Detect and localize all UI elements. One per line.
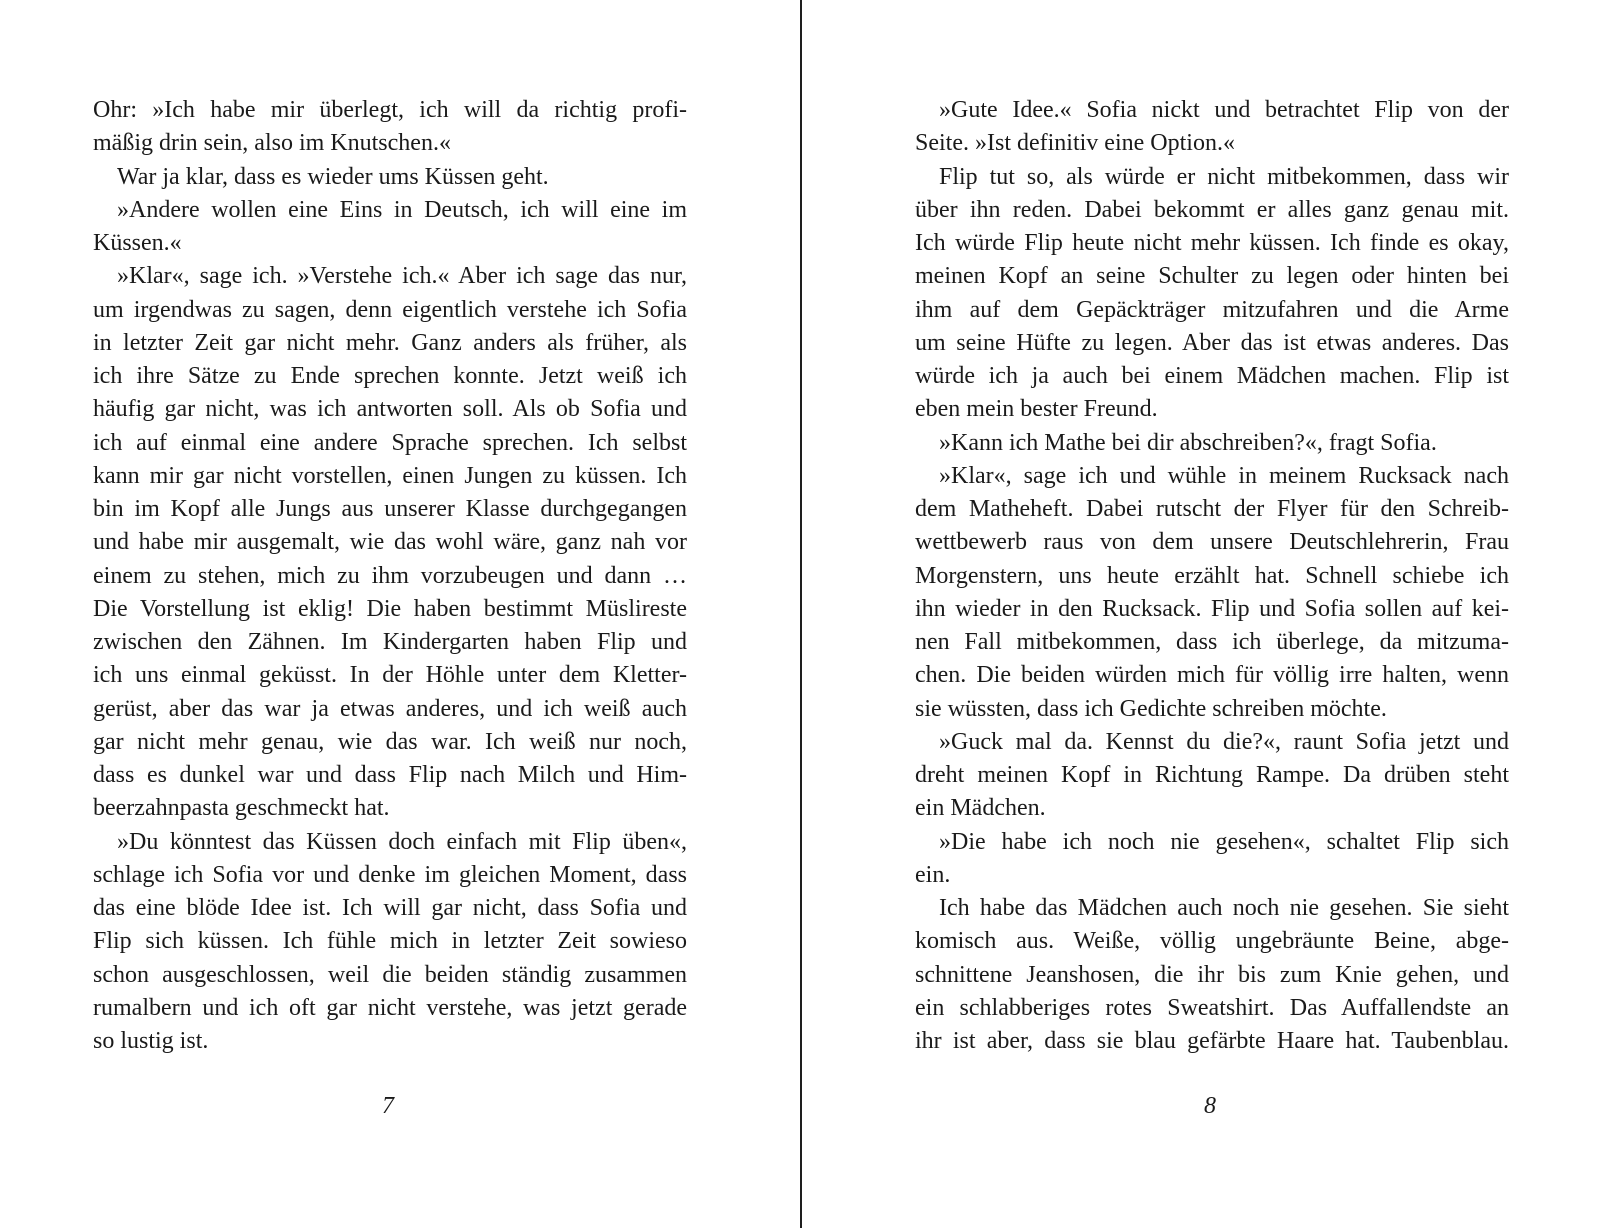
- text-line: schlage ich Sofia vor und denke im gleichen Moment, dass: [93, 861, 687, 888]
- text-line: »Klar«, sage ich und wühle in meinem Rucksack nach: [939, 462, 1509, 489]
- text-line: kann mir gar nicht vorstellen, einen Jungen zu küssen. Ich: [93, 462, 687, 489]
- text-line: »Andere wollen eine Eins in Deutsch, ich will eine im: [117, 196, 687, 223]
- text-line: chen. Die beiden würden mich für völlig irre halten, wenn: [915, 662, 1509, 689]
- text-line: um seine Hüfte zu legen. Aber das ist etwas anderes. Das: [915, 329, 1509, 356]
- text-line: und habe mir ausgemalt, wie das wohl wäre, ganz nah vor: [93, 529, 687, 556]
- text-line: War ja klar, dass es wieder ums Küssen geht.: [117, 163, 549, 190]
- text-line: Die Vorstellung ist eklig! Die haben bestimmt Müslireste: [93, 595, 687, 622]
- text-line: wettbewerb raus von dem unsere Deutschlehrerin, Frau: [915, 529, 1509, 556]
- text-line: dreht meinen Kopf in Richtung Rampe. Da drüben steht: [915, 762, 1509, 788]
- text-line: komisch aus. Weiße, völlig ungebräunte Beine, abge-: [915, 928, 1509, 955]
- text-line: »Gute Idee.« Sofia nickt und betrachtet Flip von der: [939, 97, 1509, 123]
- text-line: dem Matheheft. Dabei rutscht der Flyer für den Schreib-: [915, 496, 1509, 522]
- text-line: »Die habe ich noch nie gesehen«, schaltet Flip sich: [939, 828, 1509, 855]
- text-line: gar nicht mehr genau, wie das war. Ich weiß nur noch,: [93, 728, 687, 755]
- text-line: Ich habe das Mädchen auch noch nie gesehen. Sie sieht: [939, 895, 1509, 921]
- text-line: Morgenstern, uns heute erzählt hat. Schnell schiebe ich: [915, 562, 1509, 589]
- text-line: ein.: [915, 861, 951, 888]
- text-line: ihn wieder in den Rucksack. Flip und Sofia sollen auf kei-: [915, 595, 1509, 622]
- text-line: mäßig drin sein, also im Knutschen.«: [93, 130, 451, 157]
- text-line: »Guck mal da. Kennst du die?«, raunt Sofia jetzt und: [939, 728, 1509, 755]
- text-line: ein schlabberiges rotes Sweatshirt. Das Auffallendste an: [915, 994, 1509, 1021]
- text-line: sie wüssten, dass ich Gedichte schreiben möchte.: [915, 695, 1387, 722]
- text-line: über ihn reden. Dabei bekommt er alles ganz genau mit.: [915, 196, 1509, 223]
- text-line: ihr ist aber, dass sie blau gefärbte Haare hat. Taubenblau.: [915, 1028, 1509, 1054]
- text-line: ich uns einmal geküsst. In der Höhle unter dem Kletter-: [93, 662, 687, 689]
- text-line: schon ausgeschlossen, weil die beiden ständig zusammen: [93, 961, 687, 988]
- text-line: ein Mädchen.: [915, 795, 1046, 822]
- page-number-right: 8: [1204, 1093, 1216, 1119]
- text-line: gerüst, aber das war ja etwas anderes, und ich weiß auch: [93, 695, 687, 722]
- text-line: Ohr: »Ich habe mir überlegt, ich will da richtig profi-: [93, 97, 687, 123]
- text-line: in letzter Zeit gar nicht mehr. Ganz anders als früher, als: [93, 329, 687, 356]
- text-line: Flip sich küssen. Ich fühle mich in letzter Zeit sowieso: [93, 928, 687, 955]
- right-page-text: [915, 94, 1509, 1058]
- text-line: häufig gar nicht, was ich antworten soll. Als ob Sofia und: [93, 396, 687, 423]
- page-number-left: 7: [382, 1093, 394, 1119]
- text-line: Ich würde Flip heute nicht mehr küssen. Ich finde es okay,: [915, 230, 1509, 256]
- text-line: würde ich ja auch bei einem Mädchen machen. Flip ist: [915, 363, 1509, 389]
- text-line: Seite. »Ist definitiv eine Option.«: [915, 130, 1235, 157]
- text-line: »Kann ich Mathe bei dir abschreiben?«, fragt Sofia.: [939, 429, 1437, 456]
- text-line: rumalbern und ich oft gar nicht verstehe, was jetzt gerade: [93, 994, 687, 1021]
- text-line: meinen Kopf an seine Schulter zu legen oder hinten bei: [915, 263, 1509, 290]
- text-line: schnittene Jeanshosen, die ihr bis zum Knie gehen, und: [915, 961, 1509, 988]
- text-line: »Klar«, sage ich. »Verstehe ich.« Aber ich sage das nur,: [117, 263, 687, 290]
- text-line: ihm auf dem Gepäckträger mitzufahren und die Arme: [915, 296, 1509, 323]
- text-line: ich auf einmal eine andere Sprache sprechen. Ich selbst: [93, 429, 687, 456]
- text-line: so lustig ist.: [93, 1028, 209, 1054]
- text-line: nen Fall mitbekommen, dass ich überlege, da mitzuma-: [915, 629, 1509, 655]
- text-line: um irgendwas zu sagen, denn eigentlich verstehe ich Sofia: [93, 296, 687, 323]
- text-line: »Du könntest das Küssen doch einfach mit Flip üben«,: [117, 828, 687, 855]
- text-line: Küssen.«: [93, 230, 182, 256]
- page-gutter-divider: [800, 0, 802, 1228]
- text-line: ich ihre Sätze zu Ende sprechen konnte. Jetzt weiß ich: [93, 363, 687, 389]
- text-line: Flip tut so, als würde er nicht mitbekommen, dass wir: [939, 163, 1509, 190]
- left-page-text: [93, 94, 687, 1058]
- text-line: bin im Kopf alle Jungs aus unserer Klasse durchgegangen: [93, 496, 687, 522]
- text-line: dass es dunkel war und dass Flip nach Milch und Him-: [93, 762, 687, 788]
- text-line: beerzahnpasta geschmeckt hat.: [93, 795, 390, 822]
- text-line: das eine blöde Idee ist. Ich will gar nicht, dass Sofia und: [93, 895, 687, 921]
- text-line: einem zu stehen, mich zu ihm vorzubeugen und dann …: [93, 562, 687, 589]
- text-line: zwischen den Zähnen. Im Kindergarten haben Flip und: [93, 629, 687, 655]
- text-line: eben mein bester Freund.: [915, 396, 1158, 423]
